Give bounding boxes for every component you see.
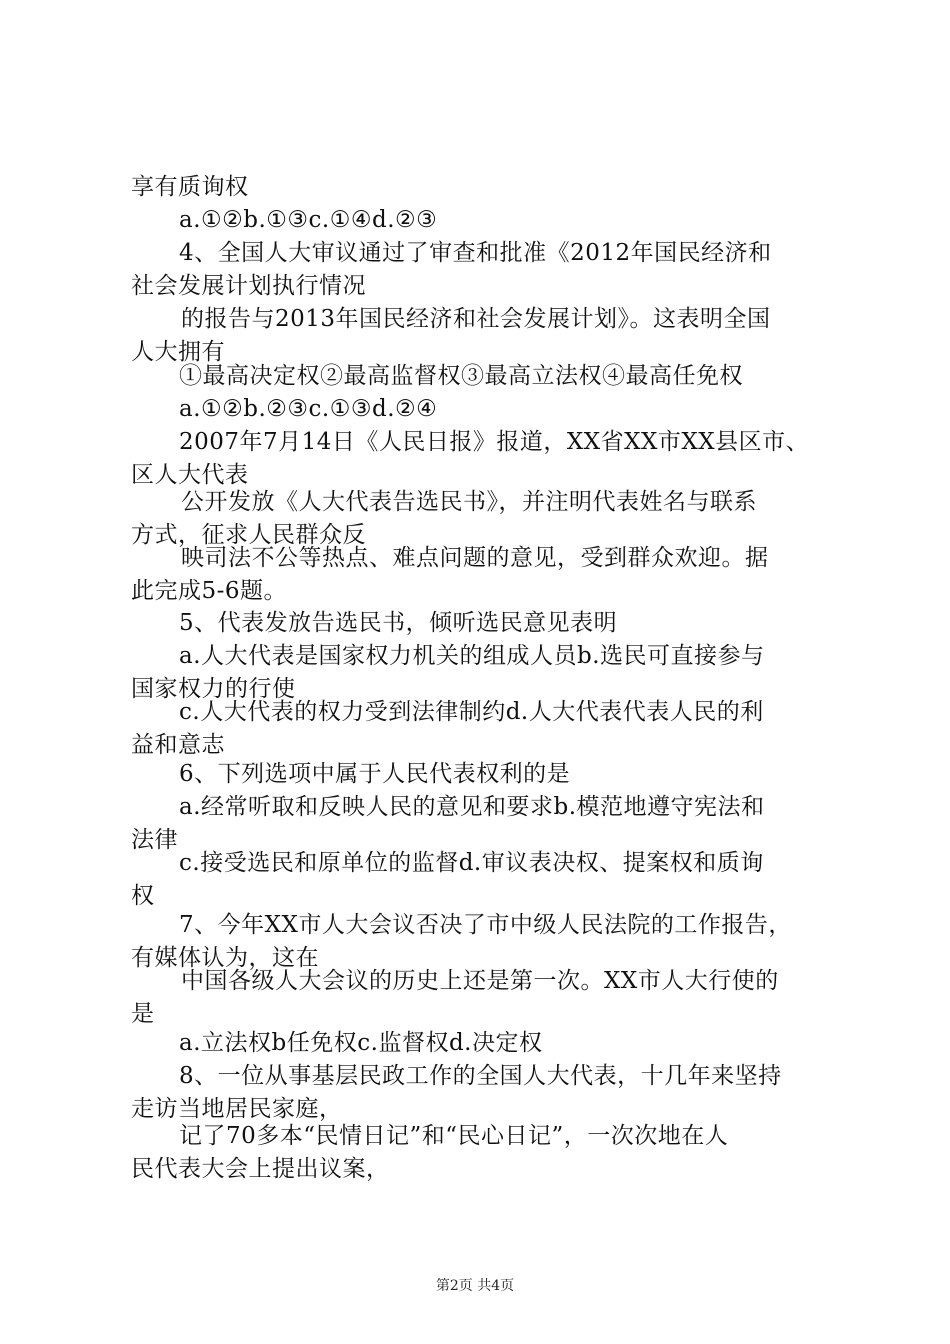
text-line: 8、一位从事基层民政工作的全国人大代表，十几年来坚持: [179, 1063, 782, 1089]
text-line: a.人大代表是国家权力机关的组成人员b.选民可直接参与: [179, 643, 765, 669]
text-line: c.接受选民和原单位的监督d.审议表决权、提案权和质询: [179, 850, 764, 876]
text-line: 4、全国人大审议通过了审查和批准《2012年国民经济和: [179, 240, 772, 266]
text-line: 记了70多本“民情日记”和“民心日记”，一次次地在人: [179, 1123, 729, 1149]
text-line: 此完成5-6题。: [131, 578, 288, 604]
text-line: ①最高决定权②最高监督权③最高立法权④最高任免权: [179, 363, 743, 389]
text-line: 区人大代表: [131, 462, 249, 488]
text-line: 6、下列选项中属于人民代表权利的是: [179, 761, 571, 787]
text-line: 人大拥有: [131, 339, 225, 365]
text-line: 走访当地居民家庭，: [131, 1096, 343, 1122]
text-line: 民代表大会上提出议案，: [131, 1156, 390, 1182]
text-line: 2007年7月14日《人民日报》报道，XX省XX市XX县区市、: [179, 429, 810, 455]
text-line: 社会发展计划执行情况: [131, 273, 366, 299]
text-line: a.①②b.①③c.①④d.②③: [179, 207, 438, 233]
text-line: 方式，征求人民群众反: [131, 522, 366, 548]
page-footer: 第2页 共4页: [435, 1278, 515, 1294]
text-line: 中国各级人大会议的历史上还是第一次。XX市人大行使的: [181, 968, 779, 994]
text-line: 权: [131, 883, 155, 909]
text-line: c.人大代表的权力受到法律制约d.人大代表代表人民的利: [179, 699, 764, 725]
text-line: 公开发放《人大代表告选民书》，并注明代表姓名与联系: [181, 489, 757, 515]
text-line: 法律: [131, 827, 178, 853]
text-line: 益和意志: [131, 732, 225, 758]
text-line: 是: [131, 1001, 155, 1027]
text-line: 5、代表发放告选民书，倾听选民意见表明: [179, 610, 618, 636]
text-line: 7、今年XX市人大会议否决了市中级人民法院的工作报告，: [179, 912, 792, 938]
text-line: a.①②b.②③c.①③d.②④: [179, 396, 438, 422]
text-line: a.立法权b任免权c.监督权d.决定权: [179, 1030, 543, 1056]
text-line: 享有质询权: [131, 174, 249, 200]
text-line: a.经常听取和反映人民的意见和要求b.模范地遵守宪法和: [179, 794, 765, 820]
text-line: 国家权力的行使: [131, 676, 296, 702]
text-line: 的报告与2013年国民经济和社会发展计划》。这表明全国: [181, 306, 771, 332]
text-line: 映司法不公等热点、难点问题的意见，受到群众欢迎。据: [181, 545, 769, 571]
text-line: 有媒体认为，这在: [131, 945, 319, 971]
